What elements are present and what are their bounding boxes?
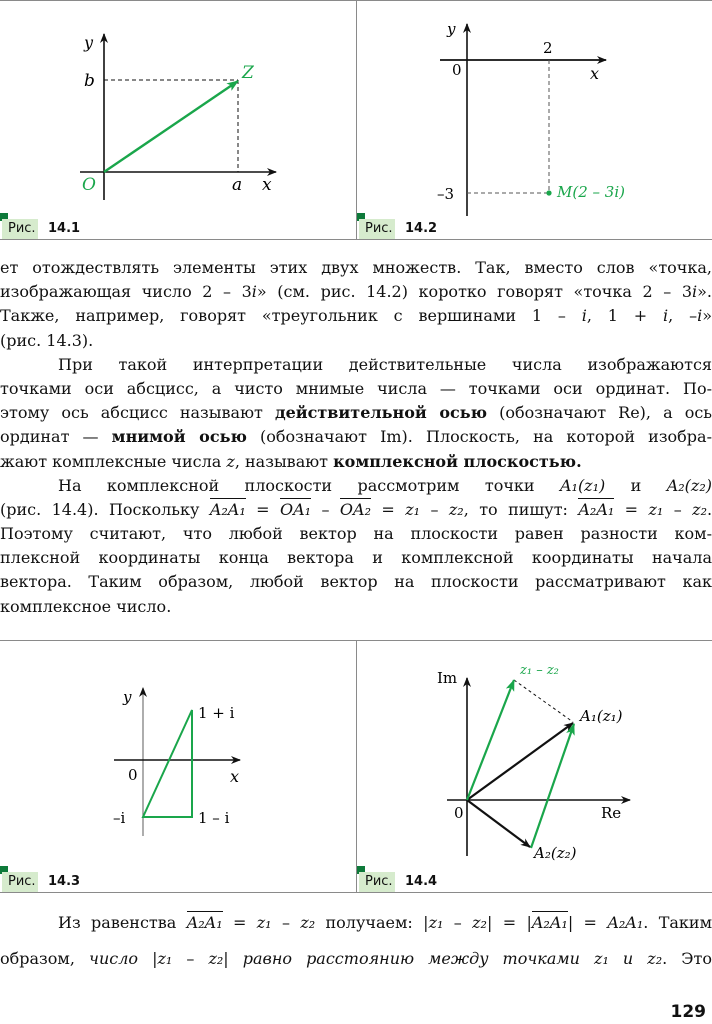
b-label: b — [84, 71, 95, 91]
dashed-guide — [514, 680, 573, 722]
vector-expression: OA₁ — [279, 499, 312, 519]
text-line — [0, 353, 712, 377]
a1-label: A₁(z₁) — [580, 707, 623, 725]
vector-expression: A₂A₁ — [578, 499, 615, 519]
vertex-1-minus-i: 1 – i — [198, 809, 230, 827]
text-segment: жают комплексные числа — [0, 451, 227, 471]
point-m — [546, 190, 551, 195]
vertex-1-plus-i: 1 + i — [198, 704, 235, 722]
italic-text: z₁ — [157, 949, 173, 968]
italic-text: z₂ — [448, 499, 464, 519]
caption-number: 14.2 — [405, 221, 438, 236]
text-line — [0, 474, 712, 498]
text-segment: ет отождествлять элементы этих двух множеств. Так, вместо слов «точка, — [0, 258, 712, 277]
italic-text: A₂A₁ — [607, 913, 644, 932]
text-segment: » — [702, 306, 712, 326]
text-line — [0, 570, 712, 594]
zero-label: 0 — [128, 766, 138, 784]
caption-number: 14.3 — [48, 874, 81, 889]
text-segment: (рис. 14.3). — [0, 330, 94, 350]
re-label: Re — [601, 804, 622, 822]
z-label: Z — [242, 63, 254, 83]
italic-text: A₂(z₂) — [666, 475, 712, 495]
text-segment: – — [311, 499, 340, 519]
x-label: x — [230, 767, 240, 786]
im-label: Im — [437, 669, 458, 687]
text-segment: | = — [567, 913, 608, 932]
caption-number: 14.4 — [405, 874, 438, 889]
text-line — [0, 450, 712, 474]
text-segment: – — [420, 499, 449, 519]
x-label: x — [262, 175, 272, 195]
vector-expression: A₂A₁ — [531, 913, 568, 932]
text-segment: вектора. Таким образом, любой вектор на плоскости рассматривают как — [0, 572, 712, 592]
text-segment: точками оси абсцисс, а чисто мнимые числа — точками оси ординат. По- — [0, 378, 712, 398]
main-text — [0, 256, 712, 619]
italic-text: z₂ — [472, 913, 487, 932]
italic-text: i — [581, 306, 587, 326]
diff-label: z₁ – z₂ — [520, 663, 559, 678]
italic-text: z₁ — [256, 913, 272, 932]
italic-text: i — [251, 282, 257, 302]
italic-text: z₁ — [405, 499, 421, 519]
text-line — [0, 595, 712, 619]
text-segment: , то пишут: — [463, 499, 579, 519]
vector-oa2 — [467, 800, 530, 847]
italic-text: z — [226, 451, 235, 471]
text-segment: получаем: | — [315, 913, 429, 932]
bold-term: мнимой осью — [111, 427, 247, 447]
text-line — [0, 256, 712, 280]
text-segment: – — [172, 949, 209, 968]
text-segment: , 1 + — [586, 306, 664, 326]
a-label: a — [232, 175, 243, 195]
text-segment: . Таким — [643, 913, 712, 932]
vector-a2a1 — [531, 724, 574, 848]
italic-text: A₁(z₁) — [559, 475, 606, 495]
caption-prefix: Рис. — [359, 219, 395, 239]
text-segment: , – — [668, 306, 698, 326]
figure-14-2 — [437, 20, 625, 216]
italic-text: i — [663, 306, 669, 326]
tick-2: 2 — [543, 39, 553, 57]
text-line — [0, 280, 712, 304]
x-label: x — [590, 64, 600, 83]
text-segment: При такой интерпретации действительные числа изображаются — [58, 354, 712, 374]
text-segment: (рис. 14.4). Поскольку — [0, 499, 210, 519]
text-line — [0, 498, 712, 522]
text-segment: Из равенства — [58, 913, 187, 932]
italic-text: z₂ — [208, 949, 224, 968]
text-segment: » (см. рис. 14.2) коротко говорят «точка 2 – 3 — [256, 282, 693, 302]
vector-expression: A₂A₁ — [209, 499, 246, 519]
text-segment: Также, например, говорят «треугольник с вершинами 1 – — [0, 306, 582, 326]
origin-label: O — [82, 175, 96, 195]
text-segment: (обозначают Im). Плоскость, на которой изобра- — [246, 427, 712, 447]
zero-label: 0 — [452, 61, 462, 79]
text-segment: = — [245, 499, 280, 519]
italic-text: z₂ — [692, 499, 707, 519]
italic-text: z₁ — [428, 913, 444, 932]
text-segment: и — [605, 475, 667, 495]
caption-prefix: Рис. — [2, 872, 38, 892]
caption-prefix: Рис. — [359, 872, 395, 892]
text-segment: | — [223, 949, 243, 968]
text-segment: образом, — [0, 949, 89, 968]
text-segment: . Это — [662, 949, 712, 968]
text-segment: – — [663, 499, 693, 519]
text-segment: . — [707, 499, 712, 519]
page-number: 129 — [670, 1002, 706, 1022]
y-label: y — [123, 688, 132, 706]
italic-text: z₁ — [648, 499, 664, 519]
text-segment: = — [222, 913, 257, 932]
text-segment: изображающая число 2 – 3 — [0, 282, 252, 302]
text-segment: , называют — [234, 451, 334, 471]
text-line — [0, 941, 712, 977]
text-segment: ординат — — [0, 427, 112, 447]
bold-term: действительной осью — [274, 403, 488, 423]
text-segment: На комплексной плоскости рассмотрим точки — [58, 475, 560, 495]
figure-14-3 — [113, 688, 240, 836]
y-label: y — [84, 33, 94, 52]
italic-text: равно расстоянию между точками z₁ и z₂ — [242, 949, 663, 968]
italic-text: i — [692, 282, 698, 302]
y-label: y — [447, 20, 456, 38]
italic-text: z₂ — [300, 913, 316, 932]
figure-14-4 — [437, 663, 630, 862]
text-line — [0, 377, 712, 401]
text-segment: – — [443, 913, 473, 932]
text-line — [0, 401, 712, 425]
vector-expression: OA₂ — [339, 499, 371, 519]
text-segment: ». — [697, 282, 712, 302]
text-line — [0, 905, 712, 941]
tick-minus-3: –3 — [437, 185, 455, 203]
point-m-label: M(2 – 3i) — [557, 183, 625, 201]
italic-text: число — [89, 949, 139, 968]
vector-expression: A₂A₁ — [186, 913, 223, 932]
triangle — [143, 710, 192, 817]
vertex-minus-i: –i — [113, 809, 126, 827]
text-segment: | — [138, 949, 158, 968]
caption-prefix: Рис. — [2, 219, 38, 239]
a2-label: A₂(z₂) — [534, 844, 577, 862]
figure-14-1 — [80, 33, 276, 200]
text-line — [0, 304, 712, 328]
text-segment: этому ось абсцисс называют — [0, 403, 275, 423]
text-segment: Поэтому считают, что любой вектор на плоскости равен разности ком- — [0, 524, 712, 544]
vector-oz — [104, 81, 238, 172]
italic-text: i — [697, 306, 703, 326]
text-segment: (обозначают Re), а ось — [487, 403, 712, 423]
text-line — [0, 425, 712, 449]
zero-label: 0 — [454, 804, 464, 822]
text-segment: плексной координаты конца вектора и комплексной координаты начала — [0, 548, 712, 568]
text-segment: | = | — [486, 913, 532, 932]
bottom-text — [0, 905, 712, 977]
text-segment: = — [614, 499, 649, 519]
bold-term: комплексной плоскостью. — [333, 451, 582, 471]
text-line — [0, 546, 712, 570]
text-segment: = — [370, 499, 406, 519]
text-segment: – — [271, 913, 301, 932]
caption-number: 14.1 — [48, 221, 81, 236]
text-line — [0, 329, 712, 353]
text-segment: комплексное число. — [0, 596, 172, 616]
text-line — [0, 522, 712, 546]
